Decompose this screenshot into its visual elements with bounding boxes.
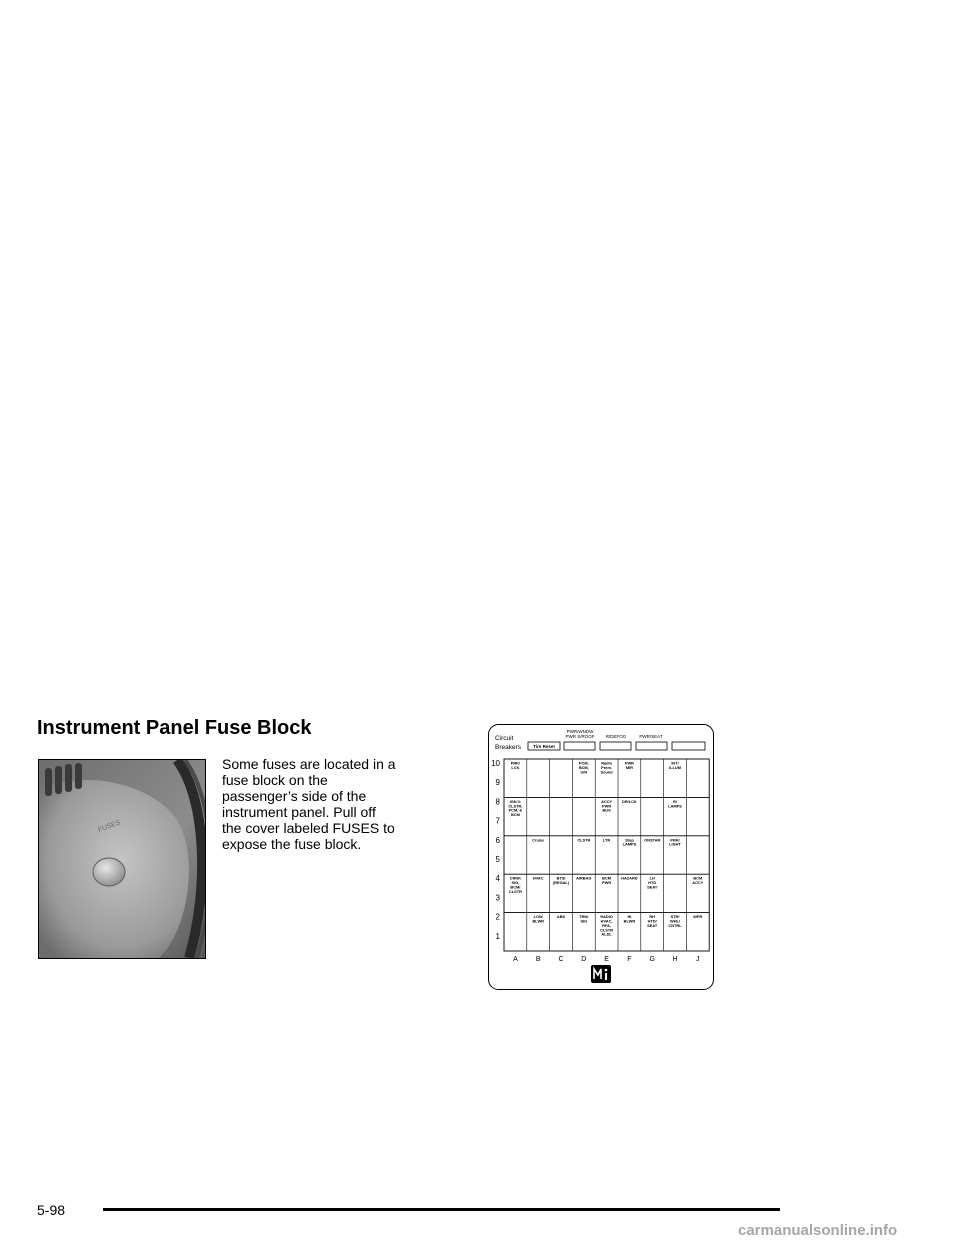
fuse-label: CRNK bbox=[509, 875, 522, 881]
column-letter: E bbox=[604, 956, 609, 963]
row-number: 3 bbox=[495, 893, 500, 903]
rdefog-label: R/DEFOG bbox=[605, 734, 627, 739]
fuse-label: PWR bbox=[624, 760, 634, 766]
pwr-seat-label: PWR/SEAT bbox=[639, 734, 663, 739]
fuse-cover-photo-illustration bbox=[39, 760, 205, 958]
fuse-label: LIGHT bbox=[669, 841, 681, 847]
row-number: 4 bbox=[495, 874, 500, 884]
fuse-label: LAMPS bbox=[668, 803, 682, 809]
column-letter: J bbox=[696, 956, 700, 963]
column-letter: F bbox=[627, 956, 632, 963]
fuse-label: PCM, & bbox=[508, 807, 523, 813]
fuse-label: LOW bbox=[533, 914, 543, 920]
fuse-label: SIG, bbox=[511, 880, 520, 886]
body-paragraph: Some fuses are located in a fuse block on the passenger’s side of the instrument panel. Pull off the cover labeled FUSES to expose the fuse block. bbox=[222, 756, 396, 852]
fuse-label: SEAT bbox=[647, 884, 658, 890]
column-letter: A bbox=[513, 956, 518, 963]
fuse-label: STR/ bbox=[670, 914, 680, 920]
column-letter: B bbox=[535, 956, 541, 963]
circuit-breakers-label-1: Circuit bbox=[495, 735, 514, 742]
fuse-label: PRK/ bbox=[670, 837, 680, 843]
fuse-label: SEAT bbox=[647, 922, 658, 928]
fuse-label: CLSTR bbox=[508, 888, 522, 894]
fuse-label: MIR bbox=[625, 764, 633, 770]
fuse-label: PCM, bbox=[578, 760, 589, 766]
fuse-label: PWR bbox=[602, 803, 612, 809]
fuse-label: Sound bbox=[600, 769, 613, 775]
fuse-block-diagram bbox=[488, 724, 714, 990]
row-number: 8 bbox=[495, 797, 500, 807]
row-number: 2 bbox=[495, 912, 500, 922]
section-title: Instrument Panel Fuse Block bbox=[37, 717, 312, 739]
tire-reset-label: Tire Reset bbox=[533, 744, 555, 750]
fuse-label: HTD/ bbox=[647, 918, 657, 924]
column-letter: D bbox=[581, 956, 587, 963]
fuse-label: HVAC, bbox=[600, 918, 613, 924]
fuse-label: (REGAL) bbox=[552, 880, 570, 886]
fuse-label: HVAC bbox=[532, 875, 544, 881]
fuse-label: BTSI bbox=[556, 875, 566, 881]
row-number: 6 bbox=[495, 835, 500, 845]
fuse-cover-photo bbox=[38, 759, 206, 959]
fuse-label: LTR bbox=[602, 837, 611, 843]
fuse-label: WHL/ bbox=[670, 918, 680, 924]
fuse-label: BCM bbox=[693, 875, 703, 881]
fuse-label: Radio bbox=[601, 760, 613, 766]
fuse-label: SIG bbox=[580, 918, 588, 924]
row-number: 7 bbox=[495, 816, 500, 826]
photo-fuses-label: FUSES bbox=[97, 819, 122, 834]
row-number: 1 bbox=[495, 931, 500, 941]
fuse-label: RFA, bbox=[602, 922, 612, 928]
fuse-label: Stop bbox=[625, 837, 634, 843]
fuse-label: ACCY bbox=[601, 798, 613, 804]
row-number: 10 bbox=[491, 759, 500, 768]
watermark: carmanualsonline.info bbox=[738, 1222, 898, 1239]
fuse-label: ACCY bbox=[692, 880, 704, 886]
fuse-label: HI bbox=[627, 914, 632, 920]
fuse-label: BLWR bbox=[532, 918, 544, 924]
fuse-label: BLWR bbox=[623, 918, 636, 924]
owner-manual-icon bbox=[591, 965, 611, 983]
fuse-label: BCM, bbox=[578, 764, 589, 770]
circuit-breakers-label-2: Breakers bbox=[495, 744, 522, 751]
fuse-label: RH bbox=[649, 914, 656, 920]
fuse-label: BCM bbox=[602, 875, 612, 881]
fuse-label: BUS bbox=[602, 807, 611, 813]
page-number: 5-98 bbox=[37, 1202, 66, 1218]
fuse-label: IGN 0: bbox=[509, 798, 522, 804]
fuse-label: RADIO bbox=[600, 914, 613, 920]
fuse-label: LH bbox=[649, 875, 655, 881]
fuse-label: Prem. bbox=[601, 764, 613, 770]
fuse-label: R/ bbox=[673, 798, 677, 804]
fuse-label: PRK/ bbox=[510, 760, 521, 766]
fuse-label: PWR bbox=[602, 880, 612, 886]
fuse-label: BCM/ bbox=[510, 884, 521, 890]
row-number: 5 bbox=[495, 855, 500, 864]
fuse-label: TRN/ bbox=[579, 914, 589, 920]
fuse-label: HAZARD bbox=[621, 875, 638, 881]
fuse-label: INT/ bbox=[671, 760, 679, 766]
fuse-label: CNTRL bbox=[668, 922, 682, 928]
fuse-label: AIRBAG bbox=[576, 875, 592, 881]
fuse-label: BCM bbox=[510, 812, 520, 818]
fuse-label: ONSTAR bbox=[644, 837, 661, 843]
column-letter: C bbox=[558, 956, 564, 963]
pwr-wndw-label: PWR/WNDW bbox=[566, 729, 594, 734]
fuse-label: CLSTR bbox=[600, 927, 614, 933]
column-letter: H bbox=[672, 956, 678, 963]
fuse-label: LCK bbox=[511, 764, 520, 770]
column-letter: G bbox=[649, 956, 655, 963]
fuse-label: ABS bbox=[556, 914, 566, 920]
fuse-label: CLSTR bbox=[577, 837, 591, 843]
footer-rule bbox=[103, 1208, 780, 1211]
fuse-label: ILLUM bbox=[669, 764, 681, 770]
fuse-label: ALDL bbox=[601, 931, 612, 937]
fuse-label: U/H bbox=[580, 769, 588, 775]
fuse-label: CLSTR, bbox=[508, 803, 523, 809]
fuse-label: LAMPS bbox=[622, 841, 637, 847]
fuse-label: HTD bbox=[648, 880, 657, 886]
row-number: 9 bbox=[495, 778, 500, 788]
fuse-label: DR/LCK bbox=[622, 798, 637, 804]
fuse-label: WPR bbox=[693, 914, 703, 920]
pwr-sroof-label: PWR S/ROOF bbox=[565, 734, 595, 739]
fuse-label: Cruise bbox=[532, 837, 545, 843]
